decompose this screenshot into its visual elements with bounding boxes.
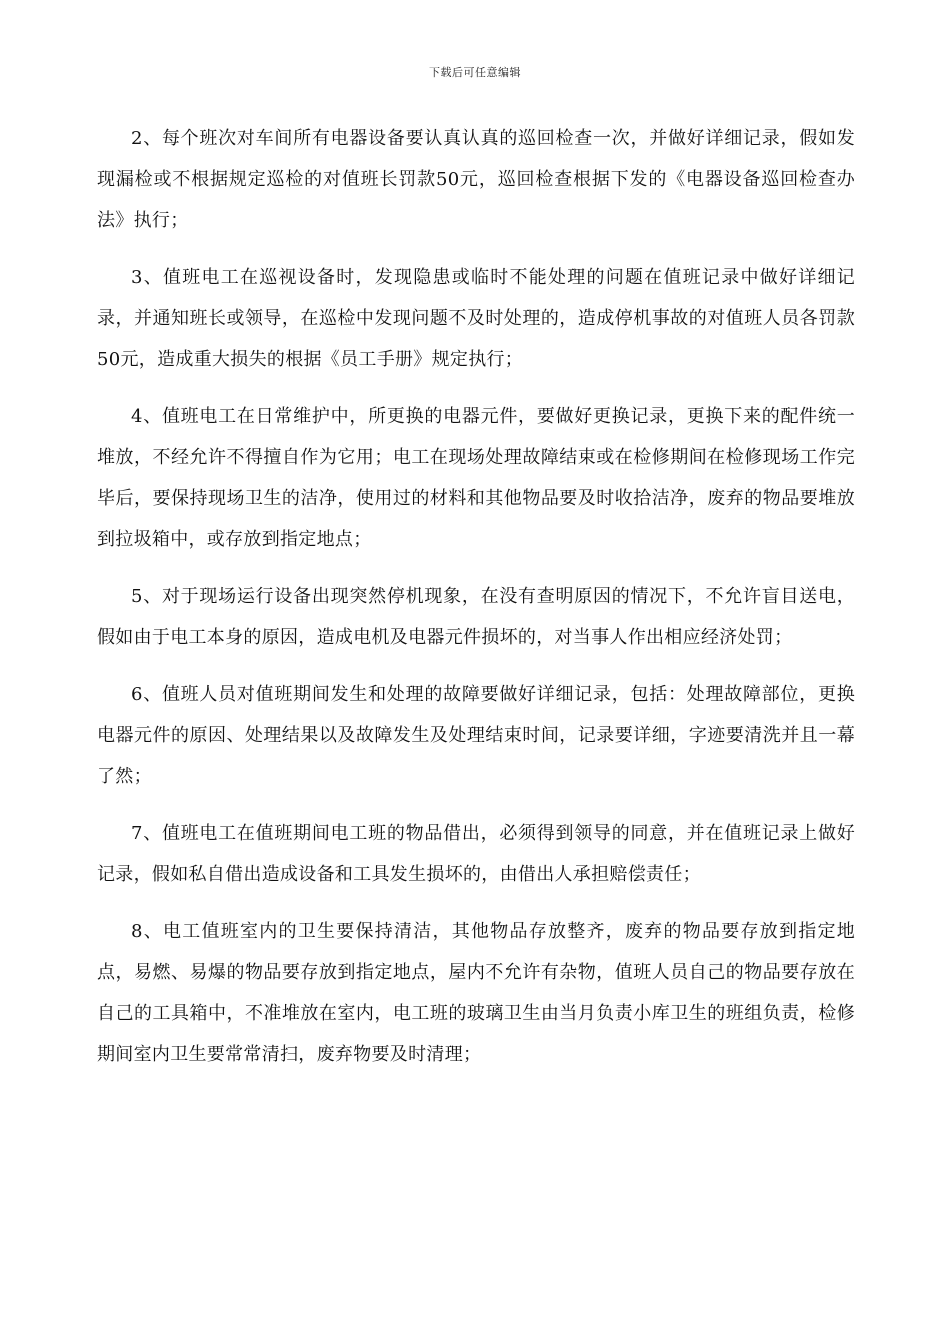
page-header: 下载后可任意编辑: [429, 66, 521, 79]
document-body: [97, 118, 855, 1091]
paragraph-item-3: 3、值班电工在巡视设备时，发现隐患或临时不能处理的问题在值班记录中做好详细记录，并通知班长或领导，在巡检中发现问题不及时处理的，造成停机事故的对值班人员各罚款50元，造成重大损失的根据《员工手册》规定执行；: [97, 267, 855, 370]
paragraph-item-8: 8、电工值班室内的卫生要保持清洁，其他物品存放整齐，废弃的物品要存放到指定地点，易燃、易爆的物品要存放到指定地点，屋内不允许有杂物，值班人员自己的物品要存放在自己的工具箱中，不准堆放在室内，电工班的玻璃卫生由当月负责小库卫生的班组负责，检修期间室内卫生要常常清扫，废弃物要及时清理；: [97, 921, 855, 1065]
paragraph-item-2: 2、每个班次对车间所有电器设备要认真认真的巡回检查一次，并做好详细记录，假如发现漏检或不根据规定巡检的对值班长罚款50元，巡回检查根据下发的《电器设备巡回检查办法》执行；: [97, 128, 855, 231]
paragraph-item-7: 7、值班电工在值班期间电工班的物品借出，必须得到领导的同意，并在值班记录上做好记录，假如私自借出造成设备和工具发生损坏的，由借出人承担赔偿责任；: [97, 823, 855, 885]
paragraph-item-4: 4、值班电工在日常维护中，所更换的电器元件，要做好更换记录，更换下来的配件统一堆放，不经允许不得擅自作为它用；电工在现场处理故障结束或在检修期间在检修现场工作完毕后，要保持现场卫生的洁净，使用过的材料和其他物品要及时收拾洁净，废弃的物品要堆放到拉圾箱中，或存放到指定地点；: [97, 406, 855, 550]
paragraph-item-5: 5、对于现场运行设备出现突然停机现象，在没有查明原因的情况下，不允许盲目送电，假如由于电工本身的原因，造成电机及电器元件损坏的，对当事人作出相应经济处罚；: [97, 586, 855, 648]
paragraph-item-6: 6、值班人员对值班期间发生和处理的故障要做好详细记录，包括：处理故障部位，更换电器元件的原因、处理结果以及故障发生及处理结束时间，记录要详细，字迹要清洗并且一幕了然；: [97, 684, 855, 787]
